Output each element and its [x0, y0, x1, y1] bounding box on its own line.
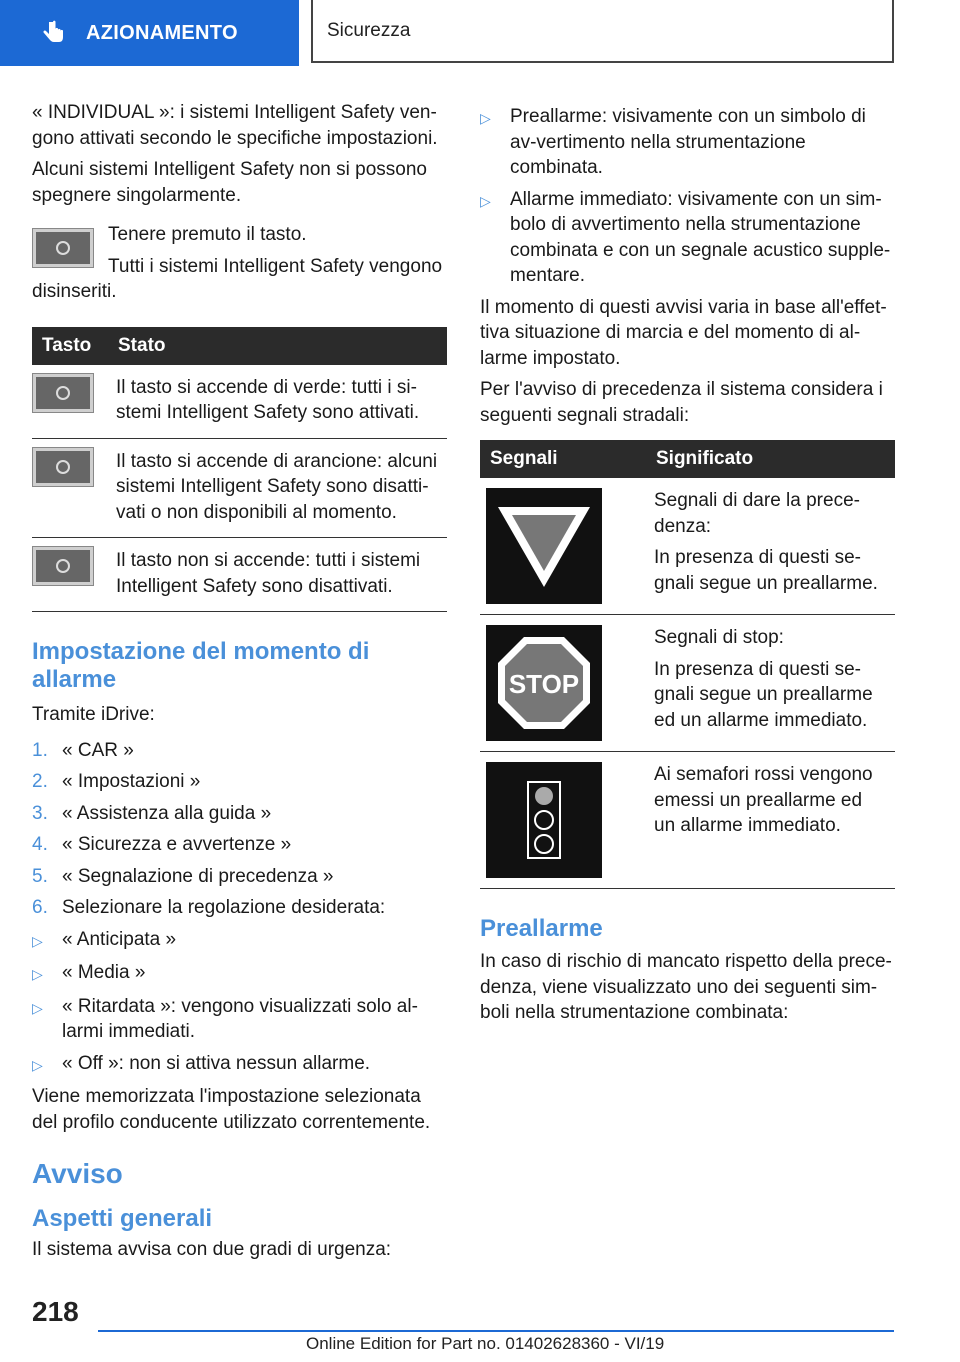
table-row [32, 438, 447, 538]
triangle-bullet-icon: ▷ [480, 192, 491, 209]
table-cell: Segnali di stop: In presenza di questi se-gnali segue un preallarme ed un allarme immediato. [646, 615, 895, 752]
chapter-heading: Avviso [32, 1158, 123, 1189]
list-item: ▷ « Media » [32, 960, 447, 988]
button-off-image [32, 546, 94, 586]
list-item: ▷ Preallarme: visivamente con un simbolo di av-vertimento nella strumentazione combinata. [480, 104, 895, 181]
section-heading: Aspetti generali [32, 1204, 213, 1232]
list-item: 2. « Impostazioni » [32, 771, 201, 792]
button-instruction [32, 222, 447, 305]
list-item: 3. « Assistenza alla guida » [32, 802, 272, 824]
edition-text: Online Edition for Part no. 01402628360 - VI/19 [306, 1334, 665, 1353]
safety-icon [56, 241, 70, 255]
chapter-header [311, 0, 894, 63]
footer-divider [98, 1330, 894, 1332]
signs-table [480, 440, 895, 889]
table-header: Stato [108, 327, 447, 365]
stop-text: STOP [508, 669, 580, 699]
table-row [480, 752, 895, 889]
button-green-image [32, 373, 94, 413]
paragraph: Alcuni sistemi Intelligent Safety non si possono spegnere singolarmente. [32, 159, 427, 206]
section-heading: Preallarme [480, 915, 603, 942]
paragraph: « INDIVIDUAL »: i sistemi Intelligent Safety ven-gono attivati secondo le specifiche impostazioni. [32, 102, 438, 149]
paragraph: Il sistema avvisa con due gradi di urgenza: [32, 1238, 392, 1260]
paragraph: In caso di rischio di mancato rispetto della prece-denza, viene visualizzato uno dei seguenti sim-boli nella strumentazione combinata: [480, 951, 892, 1023]
paragraph: Il momento di questi avvisi varia in base all'effet-tiva situazione di marcia e del momento di al-larme impostato. [480, 296, 887, 369]
warning-list [480, 104, 895, 289]
table-cell: Il tasto non si accende: tutti i sistemi Intelligent Safety sono disattivati. [108, 538, 447, 612]
section-heading: Impostazione del momento di allarme [32, 638, 370, 693]
list-item: ▷ « Off »: non si attiva nessun allarme. [32, 1051, 447, 1079]
paragraph: Tenere premuto il tasto. [108, 224, 307, 245]
list-item: 4. « Sicurezza e avvertenze » [32, 834, 292, 855]
section-tab[interactable] [0, 0, 299, 66]
list-item: ▷ « Anticipata » [32, 927, 447, 955]
paragraph: Tramite iDrive: [32, 704, 155, 725]
safety-icon [56, 559, 70, 573]
paragraph: Per l'avviso di precedenza il sistema considera i seguenti segnali stradali: [480, 379, 883, 426]
safety-icon [56, 386, 70, 400]
list-item: 5. « Segnalazione di precedenza » [32, 865, 334, 887]
table-row [32, 538, 447, 612]
hand-pointer-icon [40, 20, 66, 46]
traffic-light-icon [524, 780, 564, 860]
section-title: AZIONAMENTO [86, 21, 238, 44]
triangle-bullet-icon: ▷ [32, 999, 43, 1016]
traffic-light-image [486, 762, 602, 878]
table-row [32, 365, 447, 439]
right-column [480, 104, 895, 1032]
safety-icon [56, 460, 70, 474]
table-cell: Ai semafori rossi vengono emessi un preallarme ed un allarme immediato. [646, 752, 895, 889]
options-list [32, 927, 447, 1079]
button-orange-image [32, 447, 94, 487]
button-status-table [32, 327, 447, 613]
triangle-bullet-icon: ▷ [32, 1056, 43, 1073]
table-header: Segnali [480, 440, 646, 478]
table-row [480, 478, 895, 615]
page-number: 218 [32, 1296, 79, 1327]
table-row [480, 615, 895, 752]
safety-button-image [32, 228, 94, 268]
triangle-bullet-icon: ▷ [480, 110, 491, 126]
left-column [32, 100, 447, 1268]
triangle-bullet-icon: ▷ [32, 966, 43, 982]
stop-sign-image [486, 625, 602, 741]
table-cell: Il tasto si accende di arancione: alcuni sistemi Intelligent Safety sono disatti-vati o non disponibili al momento. [108, 438, 447, 538]
yield-sign-icon [494, 501, 594, 591]
list-item: ▷ Allarme immediato: visivamente con un sim-bolo di avvertimento nella strumentazione combinata e con un segnale acustico supple-mentare. [480, 187, 895, 289]
steps-list [32, 738, 447, 921]
paragraph: Viene memorizzata l'impostazione selezionata del profilo conducente utilizzato correntemente. [32, 1086, 431, 1133]
list-item: 1. « CAR » [32, 739, 134, 761]
table-header: Significato [646, 440, 895, 478]
list-item: 6. Selezionare la regolazione desiderata: [32, 897, 386, 918]
table-header: Tasto [32, 327, 108, 365]
stop-sign-icon [496, 635, 592, 731]
list-item: ▷ « Ritardata »: vengono visualizzati solo al-larmi immediati. [32, 994, 447, 1045]
paragraph: Tutti i sistemi Intelligent Safety vengono disinseriti. [32, 255, 443, 302]
chapter-title: Sicurezza [327, 19, 411, 41]
table-cell: Il tasto si accende di verde: tutti i si-stemi Intelligent Safety sono attivati. [108, 365, 447, 439]
triangle-bullet-icon: ▷ [32, 932, 43, 949]
table-cell: Segnali di dare la prece-denza: In presenza di questi se-gnali segue un preallarme. [646, 478, 895, 615]
yield-sign-image [486, 488, 602, 604]
